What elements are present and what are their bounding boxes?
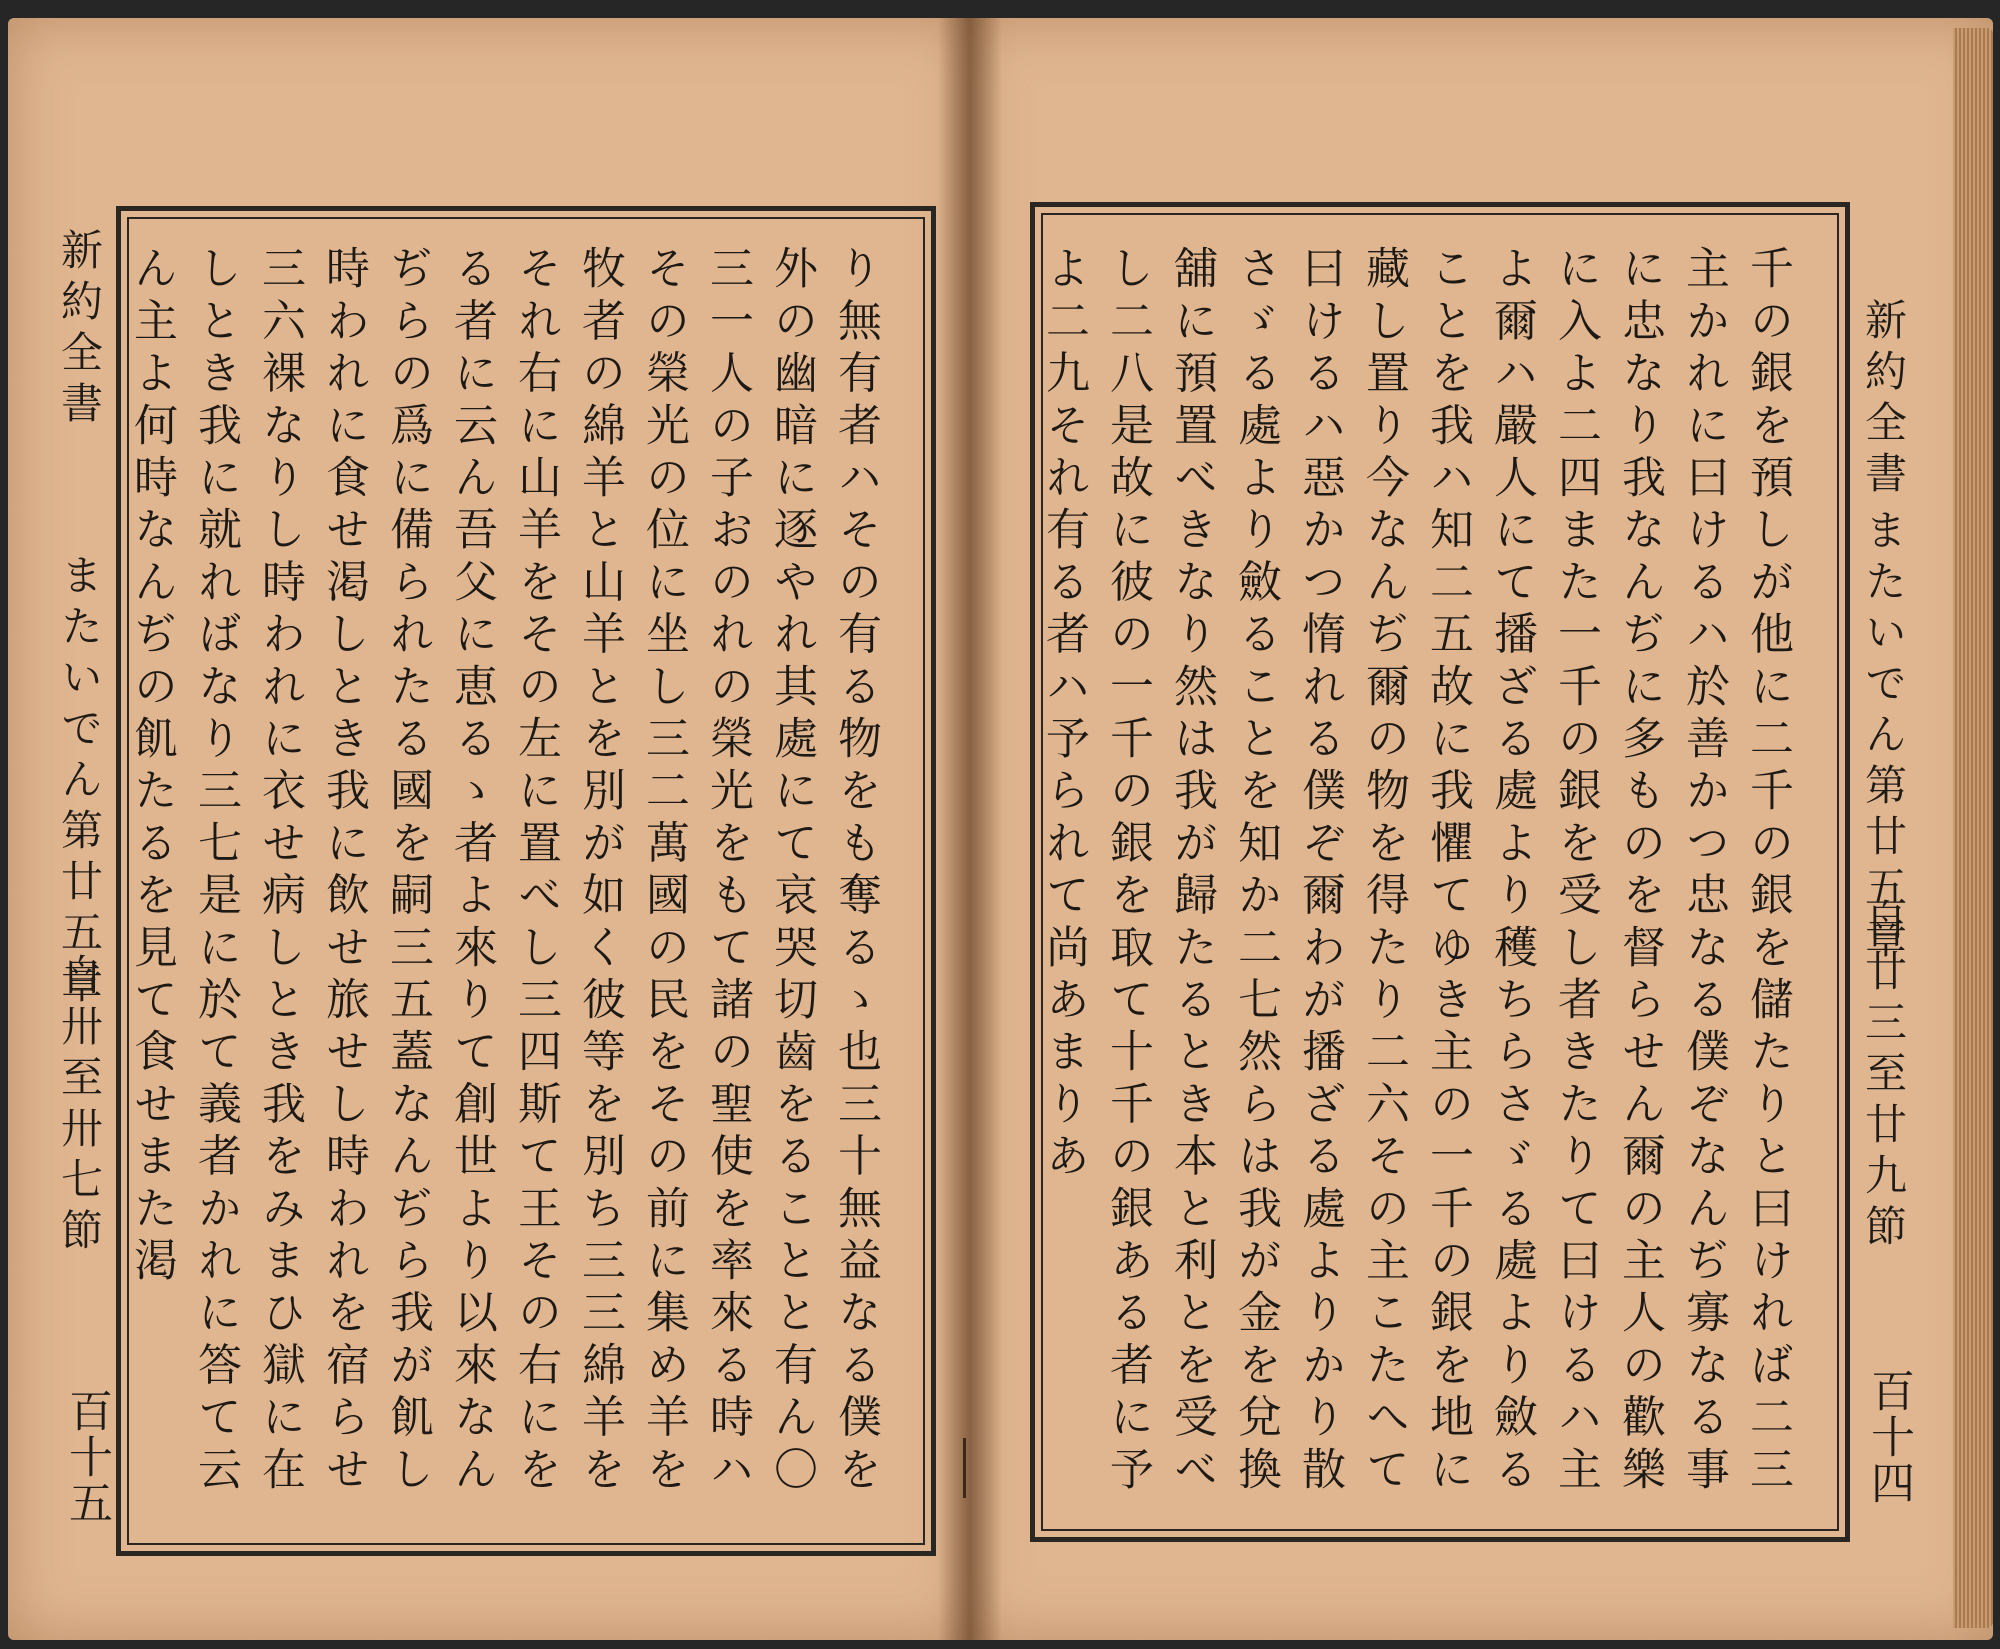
right-header-verses: 自廿三至廿九節: [1859, 898, 1908, 1255]
left-header-title: 新約全書: [55, 228, 104, 432]
right-header-title: 新約全書: [1859, 298, 1908, 502]
left-text-frame: [116, 206, 936, 1556]
right-text-frame: [1030, 202, 1850, 1542]
right-header-chapter: またいでん第廿五章: [1859, 508, 1908, 967]
left-body-text: り無有者ハその有る物をも奪るゝ也三十無益なる僕を外の幽暗に逐やれ其處にて哀哭切齒をることと有ん〇三一人の子おのれの榮光をもて諸の聖使を率來る時ハその榮光の位に坐し三二萬國の民をその前に集め羊を牧者の綿羊と山羊とを別が如く彼等を別ち三三綿羊をそれ右に山羊をその左に置べし三四斯て王その右にをる者に云ん吾父に恵るゝ者よ來りて創世より以來なんぢらの爲に備られたる國を嗣三五蓋なんぢら我が飢し時われに食せ渇しとき我に飲せ旅せし時われを宿らせ三六裸なりし時われに衣せ病しとき我をみまひ獄に在しとき我に就ればなり三七是に於て義者かれに答て云ん主よ何時なんぢの飢たるを見て食せまた渇: [126, 245, 881, 1498]
page-edges: [1953, 28, 1993, 1628]
right-body-text: 千の銀を預しが他に二千の銀を儲たりと曰ければ二三主かれに曰けるハ於善かつ忠なる僕ぞなんぢ寡なる事に忠なり我なんぢに多ものを督らせん爾の主人の歡樂に入よ二四また一千の銀を受し者きたりて曰けるハ主よ爾ハ嚴人にて播ざる處より穫ちらさゞる處より斂ることを我ハ知二五故に我懼てゆき主の一千の銀を地に藏し置り今なんぢ爾の物を得たり二六その主こたへて曰けるハ惡かつ惰れる僕ぞ爾わが播ざる處よりかり散さゞる處より斂ることを知か二七然らは我が金を兌換舖に預置べきなり然は我が歸たるとき本と利とを受べし二八是故に彼の一千の銀を取て十千の銀ある者に予よ二九それ有る者ハ予られて尚あまりあ: [1038, 245, 1793, 1498]
right-page: [970, 18, 1993, 1640]
left-page-number: 百十五: [61, 1388, 112, 1526]
open-book: [8, 18, 1993, 1640]
left-margin-mark: [963, 1438, 966, 1498]
left-header-verses: 自卅至卅七節: [55, 953, 104, 1259]
left-page: [8, 18, 970, 1640]
left-header-chapter: またいでん第廿五章: [55, 553, 104, 1012]
right-page-number: 百十四: [1863, 1368, 1914, 1506]
